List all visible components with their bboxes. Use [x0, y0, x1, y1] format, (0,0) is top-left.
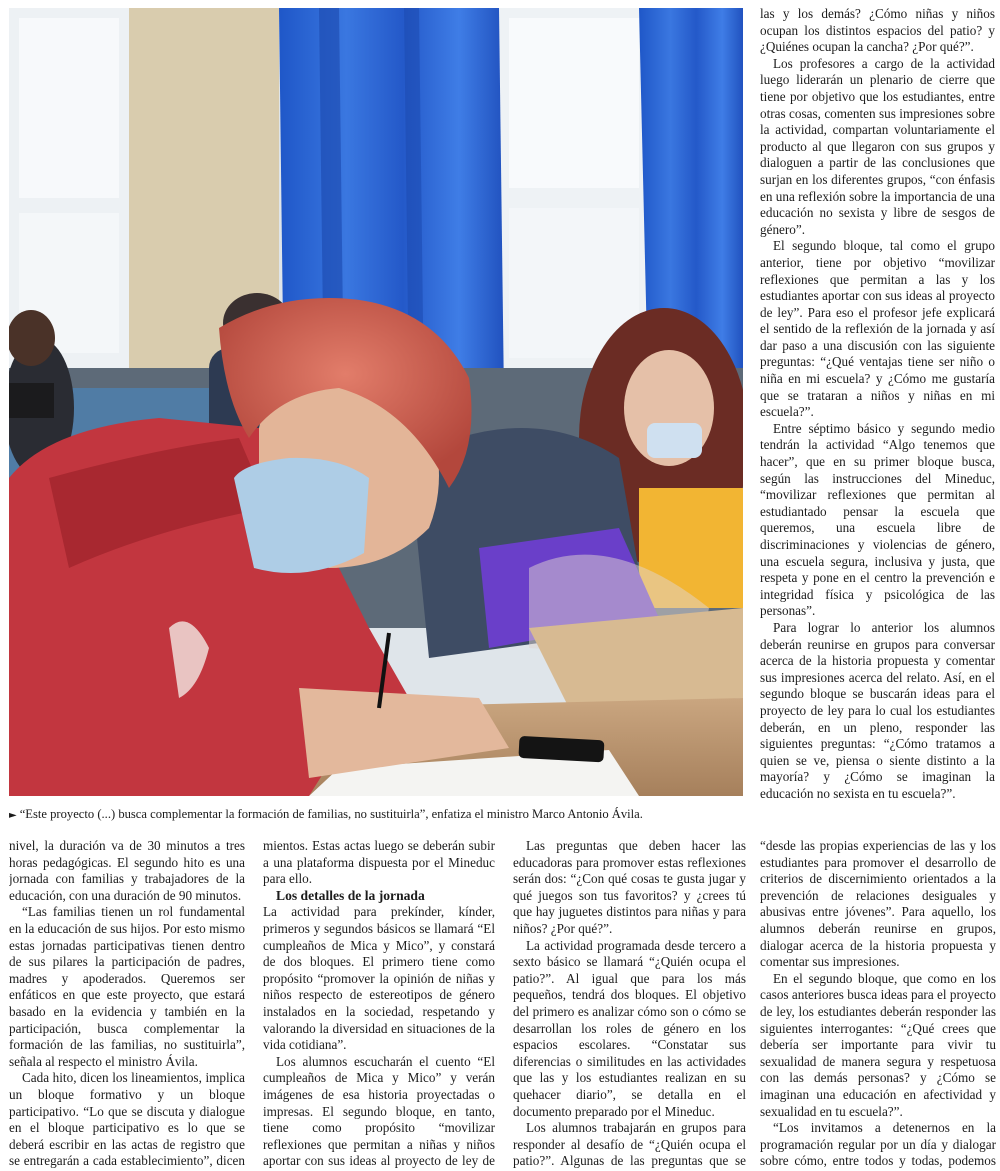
paragraph: Las preguntas que deben hacer las educadoras para promover estas reflexiones serán dos: “¿Con qué cosas te gusta jugar y qué juegos son tus favoritos? y ¿crees tú que hay juguetes distintos para niñas y para niños? ¿Por qué?”. [513, 838, 746, 936]
paragraph: El segundo bloque, tal como el grupo anterior, tiene por objetivo “movilizar reflexiones que permitan a las y los estudiantes aportar con sus ideas al proyecto de ley”. Para eso el profesor jefe explicará el sentido de la reflexión de la jornada y así dar paso a una discusión con las siguiente preguntas: “¿Qué ventajas tiene ser niño o niña en mi escuela? y ¿Cómo me gustaría que se trataran a niños y niñas en mi escuela?”. [760, 238, 995, 420]
paragraph: las y los demás? ¿Cómo niñas y niños ocupan los distintos espacios del patio? y ¿Quiénes ocupan la cancha? ¿Por qué?”. [760, 6, 995, 55]
article-column-right [760, 6, 995, 804]
paragraph: Entre séptimo básico y segundo medio tendrán la actividad “Algo tenemos que hacer”, que en su primer bloque busca, según las instrucciones del Mineduc, “movilizar reflexiones que permitan al estudiantado pensar la escuela que queremos, una escuela libre de discriminaciones y violencias de género, una escuela segura, inclusiva y justa, que respeta y pone en el centro la prevención e integridad física y psicológica de las personas”. [760, 420, 995, 619]
paragraph: Los alumnos escucharán el cuento “El cumpleaños de Mica y Mico” y verán imágenes de esa historia proyectadas o impresas. El segundo bloque, en tanto, tiene como propósito “movilizar reflexiones que permitan a niñas y niños aportar con sus ideas al proyecto de ley de [263, 1053, 495, 1168]
paragraph: En el segundo bloque, que como en los casos anteriores busca ideas para el proyecto de ley, los estudiantes deberán responder las siguientes interrogantes: “¿Qué crees que debería ser importante para vivir tu sexualidad de manera segura y respetuosa con las demás personas? y ¿Cómo se imaginan una educación en afectividad y sexualidad en tu escuela?”. [760, 970, 996, 1119]
caption-text: “Este proyecto (...) busca complementar la formación de familias, no sustituirla”, enfatiza el ministro Marco Antonio Ávila. [19, 807, 643, 821]
paragraph: Los profesores a cargo de la actividad luego liderarán un plenario de cierre que tiene por objetivo que los estudiantes, entre otras cosas, comenten sus impresiones sobre la actividad, compartan voluntariamente el producto al que llegaron con sus grupos y dialoguen a partir de las conclusiones que surjan en los diferentes grupos, “con énfasis en una reflexión sobre la importancia de una educación no sexista y libre de sesgos de género”. [760, 55, 995, 237]
classroom-photo-illustration [9, 8, 743, 796]
paragraph: mientos. Estas actas luego se deberán subir a una plataforma dispuesta por el Mineduc para ello. [263, 838, 495, 887]
paragraph [760, 1120, 996, 1168]
paragraph: “Las familias tienen un rol fundamental en la educación de sus hijos. Por esto mismo estas jornadas participativas tienen dentro de sus pilares la participación de padres, madres y apoderados. Queremos ser enfáticos en que este proyecto, que estará basado en la evidencia y también en la participación, busca complementar la formación de las familias, no sustituirla”, señala al respecto el ministro Ávila. [9, 904, 245, 1069]
article-column-4 [760, 838, 996, 1168]
photo-caption [9, 806, 744, 824]
paragraph: Para lograr lo anterior los alumnos deberán reunirse en grupos para conversar acerca de la historia propuesta y comentar sus impresiones acerca del relato. Así, en el segundo bloque se buscarán ideas para el proyecto de ley para lo cual los estudiantes deberán, en un pleno, responder las siguientes preguntas: “¿Cómo tratamos a quien se ve, piensa o siente distinto a la mayoría? y ¿Cómo se imaginan la educación no sexista en tu escuela?”. [760, 619, 995, 801]
paragraph: La actividad programada desde tercero a sexto básico se llamará “¿Quién ocupa el patio?”. Al igual que para los más pequeños, tendrá dos bloques. El objetivo del primero es analizar cómo son o cómo se desarrollan los roles de género en los espacios escolares. “Constatar sus diferencias o similitudes en las actividades que las y los estudiantes realizan en su quehacer diario”, se detalla en el documento preparado por el Mineduc. [513, 937, 746, 1119]
paragraph: Cada hito, dicen los lineamientos, implica un bloque formativo y un bloque participativo. “Lo que se discuta y dialogue en el bloque participativo es lo que se deberá escribir en las actas de registro que se entregarán a cada establecimiento”, dicen [9, 1070, 245, 1168]
article-photo [9, 8, 743, 796]
paragraph [760, 803, 995, 805]
article-column-3 [513, 838, 746, 1168]
section-subhead: Los detalles de la jornada [276, 887, 425, 903]
paragraph: “desde las propias experiencias de las y los estudiantes para promover el desarrollo de criterios de discernimiento orientados a la prevención de relaciones desiguales y abusivas entre jóvenes”. Para aquello, los alumnos deberán reunirse en grupos, dialogar acerca de la historia propuesta y comentar sus impresiones. [760, 838, 996, 970]
article-column-2 [263, 838, 495, 1168]
paragraph: La actividad para prekínder, kínder, primeros y segundos básicos se llamará “El cumpleaños de Mica y Mico”, y constará de dos bloques. El primero tiene como propósito “promover la opinión de niñas y niños respecto de estereotipos de género instalados en la sociedad, respetando y valorando la diversidad en situaciones de la vida cotidiana”. [263, 904, 495, 1053]
article-column-1 [9, 838, 245, 1168]
closing-paragraph-text: “Los invitamos a detenernos en la programación regular por un día y dialogar sobre cómo, entre todos y todas, podemos [760, 1120, 996, 1168]
caption-triangle-icon: ► [9, 810, 17, 821]
paragraph: nivel, la duración va de 30 minutos a tres horas pedagógicas. El segundo hito es una jornada con familias y trabajadores de la educación, con una duración de 90 minutos. [9, 838, 245, 903]
paragraph: Los alumnos trabajarán en grupos para responder al desafío de “¿Quién ocupa el patio?”. Algunas de las preguntas que se [513, 1120, 746, 1168]
